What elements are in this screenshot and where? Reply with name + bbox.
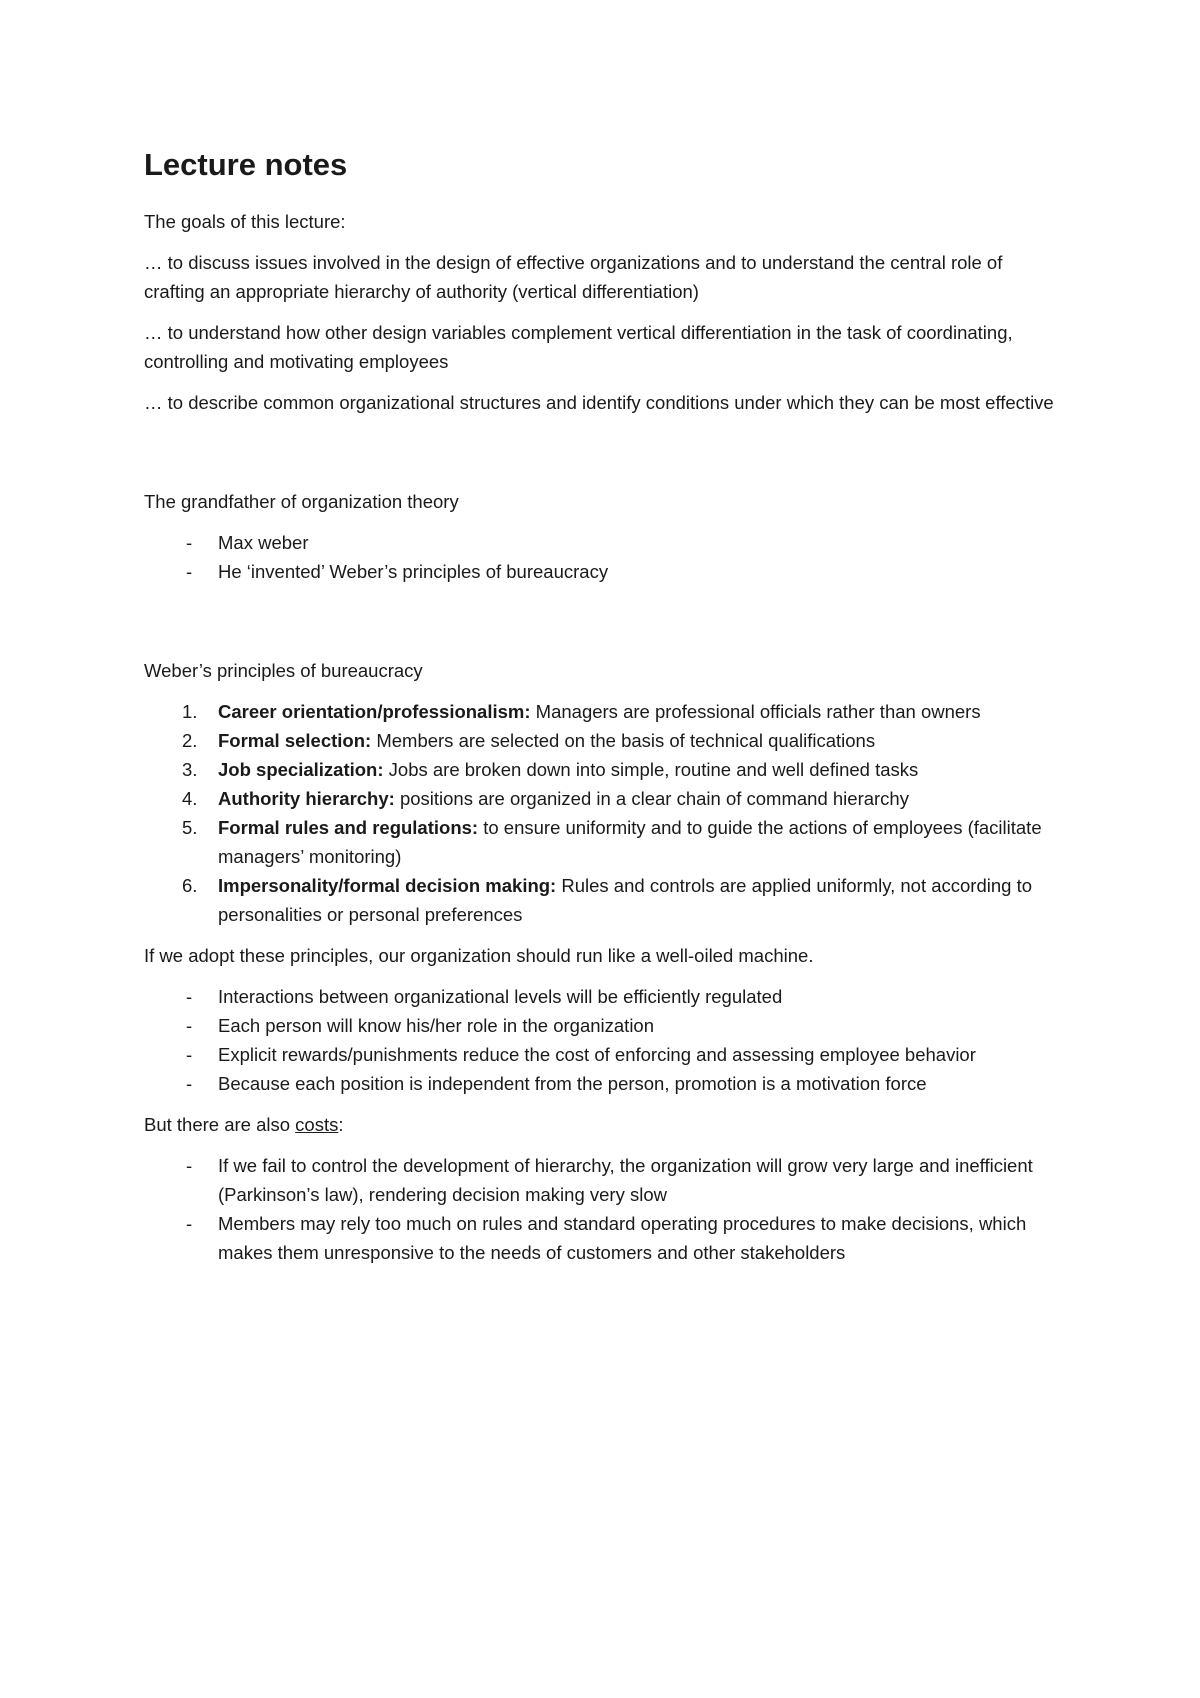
goal-paragraph: … to describe common organizational structures and identify conditions under which they can be most effective: [144, 392, 1054, 413]
dash-bullet: -: [186, 561, 193, 582]
principle-term: Formal rules and regulations:: [218, 817, 479, 838]
list-item: [144, 697, 1064, 726]
costs-paragraph: [144, 1110, 1064, 1139]
list-item: [144, 1069, 1064, 1098]
principle-text: positions are organized in a clear chain of command hierarchy: [394, 788, 909, 809]
principle-text: Rules and controls are applied uniformly, not according to personalities or personal preferences: [218, 875, 1033, 925]
costs-suffix: :: [338, 1114, 344, 1135]
principle-text: Managers are professional officials rather than owners: [530, 701, 981, 722]
spacer: [144, 429, 1064, 487]
document-body: [144, 145, 1064, 1279]
list-item: [144, 813, 1064, 871]
list-number: 1.: [182, 701, 198, 722]
list-item: [144, 1011, 1064, 1040]
costs-prefix: But there are also: [144, 1114, 296, 1135]
list-item-text: Interactions between organizational levels will be efficiently regulated: [218, 986, 783, 1007]
goal-paragraph: … to understand how other design variables complement vertical differentiation in the task of coordinating, controlling and motivating employees: [144, 322, 1013, 372]
list-item-text: Each person will know his/her role in the organization: [218, 1015, 655, 1036]
principles-list: [144, 697, 1064, 929]
section-heading-principles: Weber’s principles of bureaucracy: [144, 660, 423, 681]
list-item-text: Members may rely too much on rules and standard operating procedures to make decisions, which makes them unresponsive to the needs of customers and other stakeholders: [218, 1213, 1027, 1263]
dash-bullet: -: [186, 1044, 193, 1065]
list-item: [144, 557, 1064, 586]
goals-intro: The goals of this lecture:: [144, 211, 346, 232]
costs-list: [144, 1151, 1064, 1267]
goal-paragraph: … to discuss issues involved in the design of effective organizations and to understand the central role of crafting an appropriate hierarchy of authority (vertical differentiation): [144, 252, 1003, 302]
principle-text: Members are selected on the basis of technical qualifications: [371, 730, 876, 751]
spacer: [144, 598, 1064, 656]
grandfather-list: [144, 528, 1064, 586]
list-number: 4.: [182, 788, 198, 809]
list-item: [144, 871, 1064, 929]
page-title: Lecture notes: [144, 147, 348, 182]
list-number: 5.: [182, 817, 198, 838]
list-item-text: Max weber: [218, 532, 309, 553]
dash-bullet: -: [186, 532, 193, 553]
dash-bullet: -: [186, 986, 193, 1007]
list-item: [144, 726, 1064, 755]
list-item: [144, 528, 1064, 557]
list-item: [144, 1151, 1064, 1209]
list-number: 6.: [182, 875, 198, 896]
list-item: [144, 784, 1064, 813]
costs-underlined-word: costs: [295, 1114, 339, 1135]
adopt-list: [144, 982, 1064, 1098]
dash-bullet: -: [186, 1015, 193, 1036]
principle-term: Formal selection:: [218, 730, 372, 751]
principle-term: Career orientation/professionalism:: [218, 701, 531, 722]
adopt-paragraph: If we adopt these principles, our organization should run like a well-oiled machine.: [144, 945, 814, 966]
list-item-text: He ‘invented’ Weber’s principles of bureaucracy: [218, 561, 609, 582]
list-item: [144, 755, 1064, 784]
section-heading-grandfather: The grandfather of organization theory: [144, 491, 459, 512]
dash-bullet: -: [186, 1213, 193, 1234]
list-item-text: Because each position is independent from the person, promotion is a motivation force: [218, 1073, 927, 1094]
principle-text: to ensure uniformity and to guide the actions of employees (facilitate managers’ monitoring): [218, 817, 1042, 867]
list-item-text: Explicit rewards/punishments reduce the cost of enforcing and assessing employee behavior: [218, 1044, 976, 1065]
principle-text: Jobs are broken down into simple, routine and well defined tasks: [383, 759, 919, 780]
list-item: [144, 1209, 1064, 1267]
list-number: 2.: [182, 730, 198, 751]
list-number: 3.: [182, 759, 198, 780]
list-item: [144, 1040, 1064, 1069]
list-item-text: If we fail to control the development of hierarchy, the organization will grow very large and inefficient (Parkinson’s law), rendering decision making very slow: [218, 1155, 1033, 1205]
list-item: [144, 982, 1064, 1011]
principle-term: Authority hierarchy:: [218, 788, 395, 809]
principle-term: Job specialization:: [218, 759, 384, 780]
dash-bullet: -: [186, 1073, 193, 1094]
principle-term: Impersonality/formal decision making:: [218, 875, 557, 896]
dash-bullet: -: [186, 1155, 193, 1176]
